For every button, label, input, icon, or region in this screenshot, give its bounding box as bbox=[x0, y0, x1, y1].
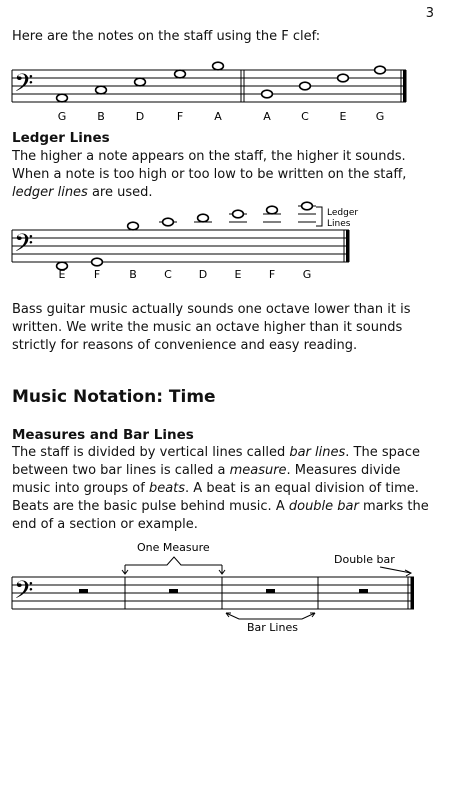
whole-note bbox=[302, 202, 313, 210]
ledger-bracket bbox=[316, 207, 322, 226]
bass-clef-icon: 𝄢 bbox=[14, 69, 34, 104]
whole-note bbox=[262, 90, 273, 98]
one-measure-brace bbox=[125, 557, 222, 565]
whole-note bbox=[233, 210, 244, 218]
one-measure-label: One Measure bbox=[137, 541, 210, 554]
staff-measures bbox=[0, 535, 450, 635]
whole-note bbox=[57, 94, 68, 102]
whole-note bbox=[300, 82, 311, 90]
arrow-icon bbox=[219, 565, 225, 574]
arrow-icon bbox=[380, 567, 411, 576]
double-bar bbox=[411, 577, 415, 609]
whole-note bbox=[92, 258, 103, 266]
measures-paragraph: The staff is divided by vertical lines called bar lines. The space between two bar lines is called a measure. Measures divide music into groups of beats. A beat is an equal division of time. Beats are the basic pulse behind music. A double bar marks the end of a section or example. bbox=[12, 445, 429, 532]
note-label: D bbox=[198, 268, 208, 281]
note-label: A bbox=[214, 110, 222, 123]
bass-octave-paragraph: Bass guitar music actually sounds one octave lower than it is written. We write the music an octave higher than it sounds strictly for reasons of convenience and easy reading. bbox=[12, 302, 411, 353]
note-label: F bbox=[176, 110, 184, 123]
section-title: Music Notation: Time bbox=[12, 387, 216, 407]
whole-note bbox=[128, 222, 139, 230]
measures-heading: Measures and Bar Lines bbox=[12, 427, 194, 443]
note-label: E bbox=[58, 268, 66, 281]
note-label: E bbox=[234, 268, 242, 281]
note-label: F bbox=[93, 268, 101, 281]
note-label: C bbox=[164, 268, 172, 281]
whole-note bbox=[96, 86, 107, 94]
intro-text: Here are the notes on the staff using the F clef: bbox=[12, 29, 321, 44]
whole-note bbox=[213, 62, 224, 70]
note-label: B bbox=[97, 110, 105, 123]
ledger-bracket-label-1: Ledger bbox=[327, 208, 359, 218]
whole-note bbox=[175, 70, 186, 78]
note-label: E bbox=[339, 110, 347, 123]
note-label: A bbox=[263, 110, 271, 123]
note-label: B bbox=[129, 268, 137, 281]
whole-note bbox=[338, 74, 349, 82]
double-bar-label: Double bar bbox=[334, 553, 395, 566]
whole-rest bbox=[266, 589, 275, 593]
note-label: F bbox=[268, 268, 276, 281]
note-label: G bbox=[375, 110, 385, 123]
arrow-icon bbox=[122, 565, 128, 574]
whole-rest bbox=[359, 589, 368, 593]
bass-clef-icon: 𝄢 bbox=[14, 229, 34, 264]
whole-note bbox=[198, 214, 209, 222]
bass-clef-icon: 𝄢 bbox=[14, 576, 34, 611]
note-label: C bbox=[301, 110, 309, 123]
ledger-bracket-label-2: Lines bbox=[327, 219, 351, 229]
whole-note bbox=[267, 206, 278, 214]
whole-rest bbox=[169, 589, 178, 593]
page-number: 3 bbox=[425, 6, 434, 21]
ledger-paragraph: The higher a note appears on the staff, the higher it sounds. When a note is too high or too low to be written on the staff, ledger lines are used. bbox=[12, 149, 407, 200]
staff-notes-f-clef bbox=[0, 55, 450, 130]
whole-note bbox=[135, 78, 146, 86]
note-label: D bbox=[135, 110, 145, 123]
note-label: G bbox=[57, 110, 67, 123]
ledger-heading: Ledger Lines bbox=[12, 130, 110, 146]
note-label: G bbox=[302, 268, 312, 281]
bar-lines-pointer bbox=[226, 613, 315, 619]
whole-note bbox=[163, 218, 174, 226]
whole-rest bbox=[79, 589, 88, 593]
whole-note bbox=[375, 66, 386, 74]
bar-lines-label: Bar Lines bbox=[247, 621, 298, 634]
staff-ledger-lines bbox=[0, 195, 450, 287]
